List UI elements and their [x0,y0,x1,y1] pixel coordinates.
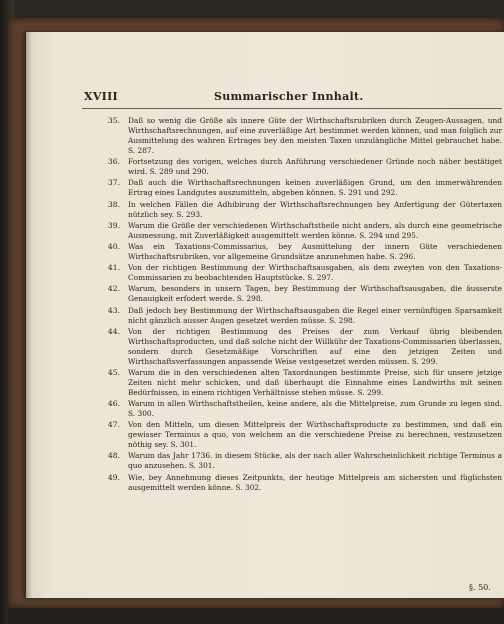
entry-number: 37. [107,178,120,188]
contents-entry [82,451,502,471]
entry-number: 35. [107,116,120,125]
entry-text: Warum, besonders in unsern Tagen, bey Bestimmung der Wirthschaftsausgaben, die äusserste Genauigkeit erfodert werde. S. 298. [128,284,502,304]
entry-number: 36. [107,157,120,167]
entry-text: Von den Mitteln, um diesen Mittelpreis der Wirthschaftsproducte zu bestimmen, und daß ein gewisser Terminus a quo, von welchem an die verschiedene Preise zu berechnen, vestzusetzen nöthig sey. S. 301. [128,420,502,450]
entry-number: 43. [107,305,120,315]
entry-number: 48. [107,451,120,461]
entry-number: 45. [107,367,120,377]
entry-text: Daß auch die Wirthschaftsrechnungen keinen zuverläßigen Grund, um den immerwährenden Ertrag eines Landgutes auszumitteln, abgeben können. S. 291 und 292. [128,178,502,198]
contents-entry [82,221,502,241]
entry-text: Von der richtigen Bestimmung der Wirthschaftsausgaben, als dem zweyten von den Taxations-Commissarien zu beobachtenden Hauptstücke. S. 297. [128,263,502,283]
entry-number: 38. [107,199,120,209]
entry-number: 40. [107,241,120,251]
contents-entry [82,473,502,493]
contents-entry [82,306,502,326]
contents-list [82,116,502,494]
page-header [84,90,494,108]
entry-number: 49. [107,472,120,482]
contents-entry [82,157,502,177]
entry-number: 41. [107,263,120,273]
book-page [26,32,504,598]
entry-number: 46. [107,399,120,409]
contents-entry [82,420,502,450]
entry-number: 47. [107,420,120,430]
contents-entry [82,284,502,304]
entry-text: Wie, bey Annehmung dieses Zeitpunkts, der heutige Mittelpreis am sichersten und füglichsten ausgemittelt werden könne. S. 302. [128,472,502,492]
contents-entry [82,368,502,398]
contents-entry [82,263,502,283]
contents-entry [82,399,502,419]
entry-text: Warum das Jahr 1736. in diesem Stücke, als der nach aller Wahrscheinlichkeit richtige Terminus a quo anzusehen. S. 301. [128,451,502,471]
entry-text: Warum in allen Wirthschaftstheilen, keine andere, als die Mittelpreise, zum Grunde zu legen sind. S. 300. [128,399,502,419]
entry-text: Von der richtigen Bestimmung des Preises der zum Verkauf übrig bleibenden Wirthschaftsproducten, und daß solche nicht der Willkühr der Taxations-Commissarien überlassen, sondern durch Gesetzmäßige Vorschriften auf eine den jetzigen Zeiten und Wirthschaftsverfassungen anpassende Weise vestgesetzet werden müssen. S. 299. [128,326,502,366]
entry-text: Daß jedoch bey Bestimmung der Wirthschaftsausgaben die Regel einer vernünftigen Sparsamkeit nicht gänzlich ausser Augen gesetzet werden müsse. S. 298. [128,305,502,325]
contents-entry [82,242,502,262]
running-title: Summarischer Innhalt. [214,90,364,103]
entry-text: Fortsetzung des vorigen, welches durch Anführung verschiedener Gründe noch näher bestätiget wird. S. 289 und 290. [128,157,502,177]
contents-entry [82,327,502,367]
entry-number: 42. [107,284,120,294]
entry-text: Warum die Größe der verschiedenen Wirthschaftstheile nicht anders, als durch eine geometrische Ausmessung, mit Zuverläßigkeit ausgemittelt werden könne. S. 294 und 295. [128,220,502,240]
page-folio: XVIII [84,90,119,103]
contents-entry [82,200,502,220]
header-rule [82,108,502,109]
catchword: §. 50. [469,583,491,592]
entry-text: Was ein Taxations-Commissarius, bey Ausmittelung der innern Güte verschiedenen Wirthschaftsrubriken, vor allgemeine Grundsätze anzunehmen habe. S. 296. [128,241,502,261]
entry-text: Warum die in den verschiedenen alten Taxordnungen bestimmte Preise, sich für unsere jetzige Zeiten nicht mehr schicken, und daß überhaupt die Einnahme eines Landwirths mit seinen Bedürfnissen, in einem richtigen Verhältnisse stehen müsse. S. 299. [128,367,502,397]
entry-text: Daß so wenig die Größe als innere Güte der Wirthschaftsrubriken durch Zeugen-Aussagen, und Wirthschaftsrechnungen, auf eine zuverläßige Art bestimmet werden können, und man folglich zur Ausmittelung des wahren Ertrages bey den meisten Taxen unzulängliche Mittel gebrauchet habe. S. 287. [128,116,502,155]
entry-number: 44. [107,326,120,336]
contents-entry [82,116,502,156]
entry-number: 39. [107,220,120,230]
contents-entry [82,178,502,198]
bottom-shadow [8,608,504,624]
entry-text: In welchen Fällen die Adhibirung der Wirthschaftsrechnungen bey Anfertigung der Gütertaxen nützlich sey. S. 293. [128,199,502,219]
